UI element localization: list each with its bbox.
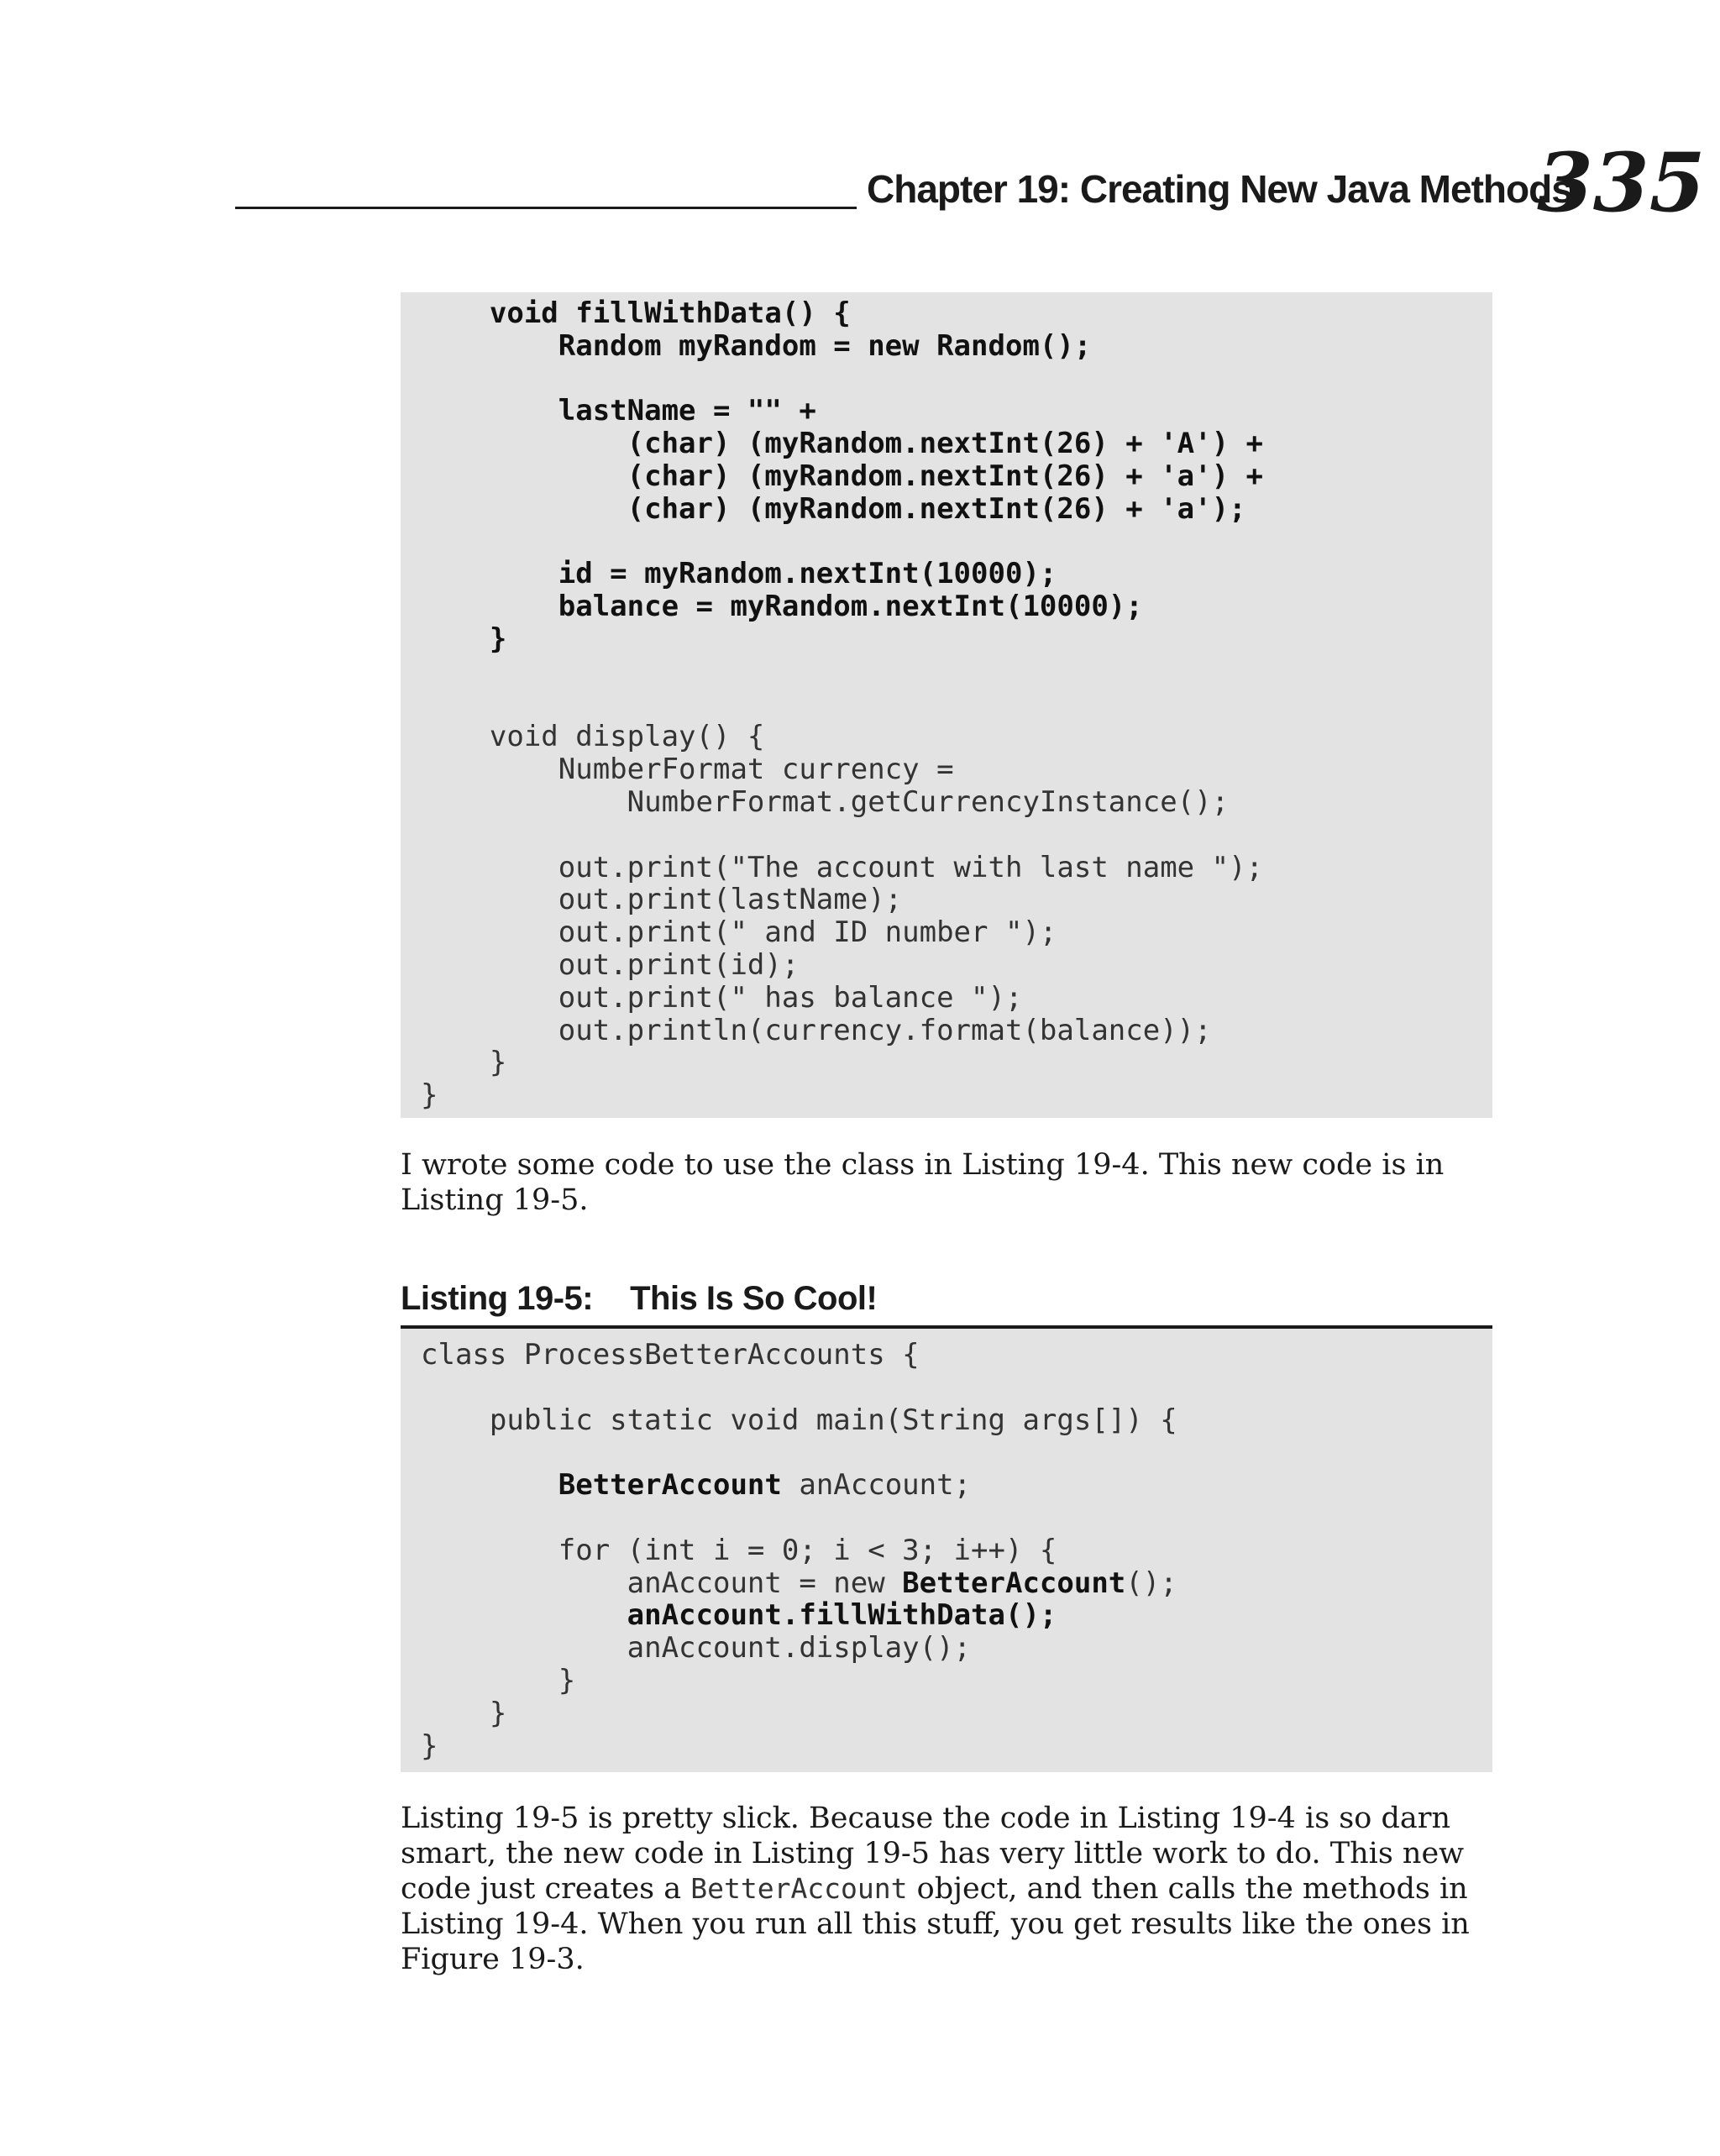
code-line <box>421 689 1492 721</box>
code-line: void fillWithData() { <box>421 296 851 330</box>
code-segment: anAccount; <box>781 1468 972 1503</box>
code-line: void display() { <box>421 720 765 754</box>
code-line <box>421 526 1492 559</box>
code-segment: anAccount = new <box>421 1566 903 1600</box>
code-line <box>421 656 1492 689</box>
code-line <box>421 1599 1492 1632</box>
code-segment: public static void main(String args[]) { <box>421 1403 1177 1437</box>
code-line: (char) (myRandom.nextInt(26) + 'A') + <box>421 427 1264 461</box>
body-paragraph-intro: I wrote some code to use the class in Listing 19-4. This new code is in Listing 19-5. <box>401 1148 1445 1217</box>
code-segment: } <box>421 1663 576 1697</box>
code-line: out.println(currency.format(balance)); <box>421 1013 1212 1047</box>
code-segment: for (int i = 0; i < 3; i++) { <box>421 1533 1057 1567</box>
code-line: id = myRandom.nextInt(10000); <box>421 557 1057 591</box>
paragraph-text-start: Listing 19-5 is pretty slick. Because the code in Listing 19-4 is so darn smart, the new code in Listing 19-5 has very little work to do. This new code just creates a <box>401 1802 1465 1906</box>
code-line <box>421 1502 1492 1534</box>
body-paragraph-explanation <box>401 1801 1492 1977</box>
code-line: } <box>421 1046 507 1080</box>
code-line: balance = myRandom.nextInt(10000); <box>421 590 1143 624</box>
code-line: out.print(" and ID number "); <box>421 915 1057 950</box>
listing-title: This Is So Cool! <box>630 1280 878 1317</box>
code-line: NumberFormat currency = <box>421 753 954 787</box>
code-listing-19-5 <box>401 1329 1492 1772</box>
header-rule <box>235 207 857 209</box>
code-line: } <box>421 1078 438 1113</box>
code-line <box>421 1632 1492 1665</box>
code-segment: } <box>421 1696 507 1730</box>
code-line: out.print(id); <box>421 947 800 982</box>
code-line <box>421 1404 1492 1437</box>
code-segment: anAccount.display(); <box>421 1631 972 1666</box>
code-line <box>421 1339 1492 1372</box>
paragraph-text-end: object, and then calls the methods in Listing 19-4. When you run all this stuff, you get results like the ones in Figure 19-3. <box>401 1872 1470 1976</box>
page-number: 335 <box>1537 135 1706 230</box>
listing-label: Listing 19-5: <box>401 1280 594 1317</box>
code-line <box>421 1665 1492 1697</box>
code-line: out.print("The account with last name "); <box>421 850 1264 884</box>
code-segment: (); <box>1125 1566 1177 1600</box>
code-line <box>421 363 1492 396</box>
code-listing-continued <box>401 292 1492 1118</box>
code-line <box>421 1469 1492 1502</box>
code-highlight: anAccount.fillWithData(); <box>627 1598 1057 1633</box>
code-highlight: BetterAccount <box>558 1468 782 1503</box>
code-line: (char) (myRandom.nextInt(26) + 'a') + <box>421 459 1264 493</box>
listing-heading <box>401 1280 1492 1318</box>
code-line <box>421 819 1492 852</box>
inline-code: BetterAccount <box>690 1872 908 1905</box>
code-segment: } <box>421 1728 438 1763</box>
code-line: NumberFormat.getCurrencyInstance(); <box>421 784 1230 819</box>
code-line: lastName = "" + <box>421 394 816 428</box>
code-line: } <box>421 622 507 656</box>
code-segment: class ProcessBetterAccounts { <box>421 1338 920 1372</box>
code-segment <box>421 1598 627 1632</box>
code-line: (char) (myRandom.nextInt(26) + 'a'); <box>421 491 1246 526</box>
chapter-title: Chapter 19: Creating New Java Methods <box>867 167 1572 211</box>
code-line <box>421 1372 1492 1404</box>
code-line <box>421 1567 1492 1600</box>
code-line <box>421 1534 1492 1567</box>
code-line: Random myRandom = new Random(); <box>421 328 1092 363</box>
code-line: out.print(lastName); <box>421 883 903 917</box>
code-segment <box>421 1468 558 1502</box>
code-line <box>421 1436 1492 1469</box>
code-line: out.print(" has balance "); <box>421 980 1023 1015</box>
code-highlight: BetterAccount <box>902 1566 1126 1600</box>
code-line <box>421 1697 1492 1730</box>
code-line <box>421 1730 1492 1763</box>
